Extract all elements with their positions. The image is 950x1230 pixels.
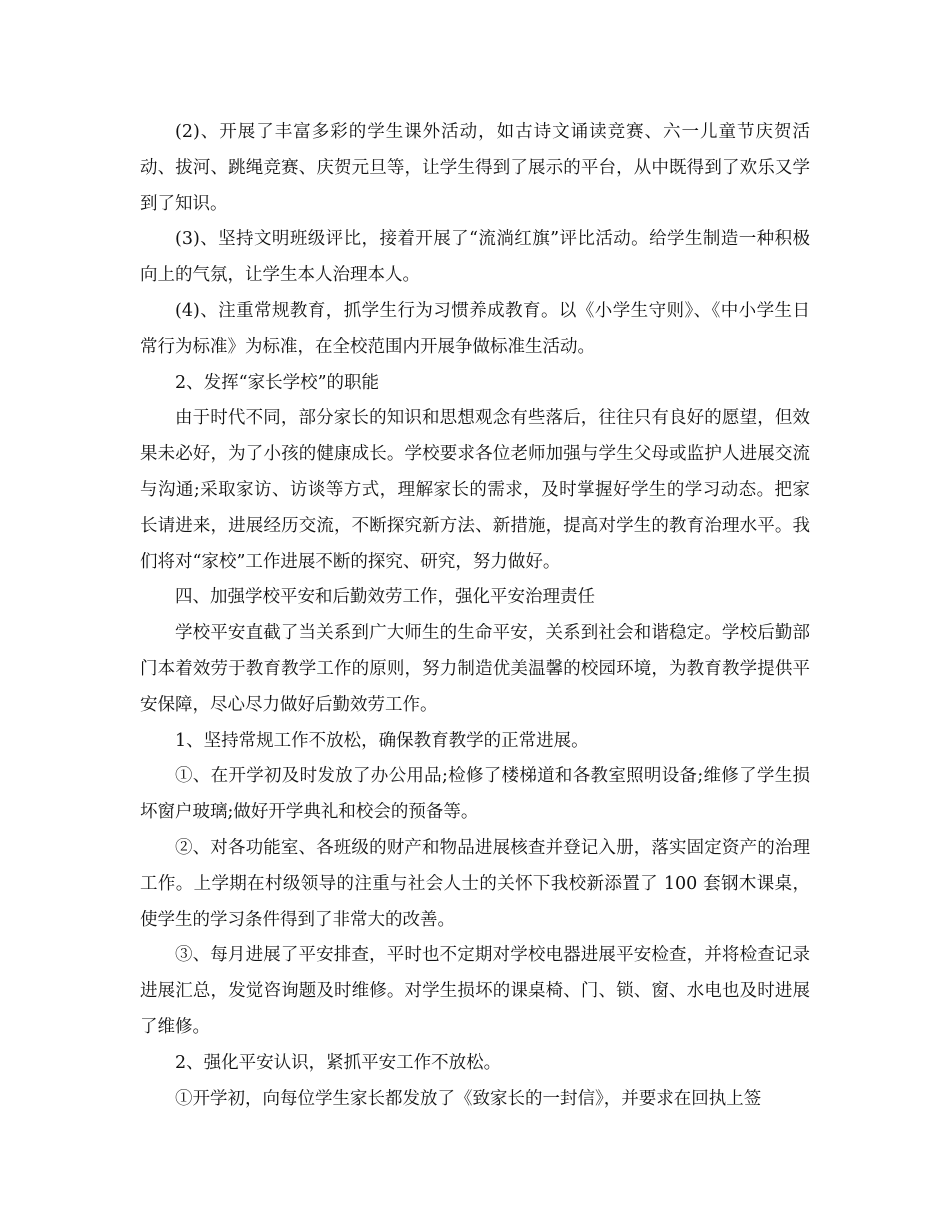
paragraph-safety-inspection: ③、每月进展了平安排查，平时也不定期对学校电器进展平安检查，并将检查记录进展汇总，发觉咨询题及时维修。对学生损坏的课桌椅、门、锁、窗、水电也及时进展了维修。 (140, 945, 810, 1037)
paragraph-heading-safety: 四、加强学校平安和后勤效劳工作，强化平安治理责任 (175, 587, 595, 608)
paragraph-heading-parent-school: 2、发挥“家长学校”的职能 (175, 372, 380, 393)
paragraph-heading-safety-awareness: 2、强化平安认识，紧抓平安工作不放松。 (175, 1052, 502, 1073)
paragraph-activities: (2)、开展了丰富多彩的学生课外活动，如古诗文诵读竞赛、六一儿童节庆贺活动、拔河、跳绳竞赛、庆贺元旦等，让学生得到了展示的平台，从中既得到了欢乐又学到了知识。 (140, 122, 810, 214)
paragraph-routine-education: (4)、注重常规教育，抓学生行为习惯养成教育。以《小学生守则》、《中小学生日常行为标准》为标准，在全校范围内开展争做标准生活动。 (140, 300, 810, 357)
paragraph-heading-routine-work: 1、坚持常规工作不放松，确保教育教学的正常进展。 (175, 730, 589, 751)
document-body (140, 115, 810, 1117)
paragraph-parent-letter: ①开学初，向每位学生家长都发放了《致家长的一封信》，并要求在回执上签 (175, 1088, 762, 1109)
paragraph-class-evaluation: (3)、坚持文明班级评比，接着开展了“流淌红旗”评比活动。给学生制造一种积极向上的气氛，让学生本人治理本人。 (140, 229, 810, 286)
paragraph-assets: ②、对各功能室、各班级的财产和物品进展核查并登记入册，落实固定资产的治理工作。上学期在村级领导的注重与社会人士的关怀下我校新添置了 100 套钢木课桌，使学生的学习条件得到了非常大的改善。 (140, 837, 810, 930)
paragraph-safety-intro: 学校平安直截了当关系到广大师生的生命平安，关系到社会和谐稳定。学校后勤部门本着效劳于教育教学工作的原则，努力制造优美温馨的校园环境，为教育教学提供平安保障，尽心尽力做好后勤效劳工作。 (140, 623, 810, 715)
paragraph-parent-communication: 由于时代不同，部分家长的知识和思想观念有些落后，往往只有良好的愿望，但效果未必好，为了小孩的健康成长。学校要求各位老师加强与学生父母或监护人进展交流与沟通;采取家访、访谈等方式，理解家长的需求，及时掌握好学生的学习动态。把家长请进来，进展经历交流，不断探究新方法、新措施，提高对学生的教育治理水平。我们将对“家校”工作进展不断的探究、研究，努力做好。 (140, 408, 810, 572)
paragraph-supplies: ①、在开学初及时发放了办公用品;检修了楼梯道和各教室照明设备;维修了学生损坏窗户玻璃;做好开学典礼和校会的预备等。 (140, 766, 810, 823)
